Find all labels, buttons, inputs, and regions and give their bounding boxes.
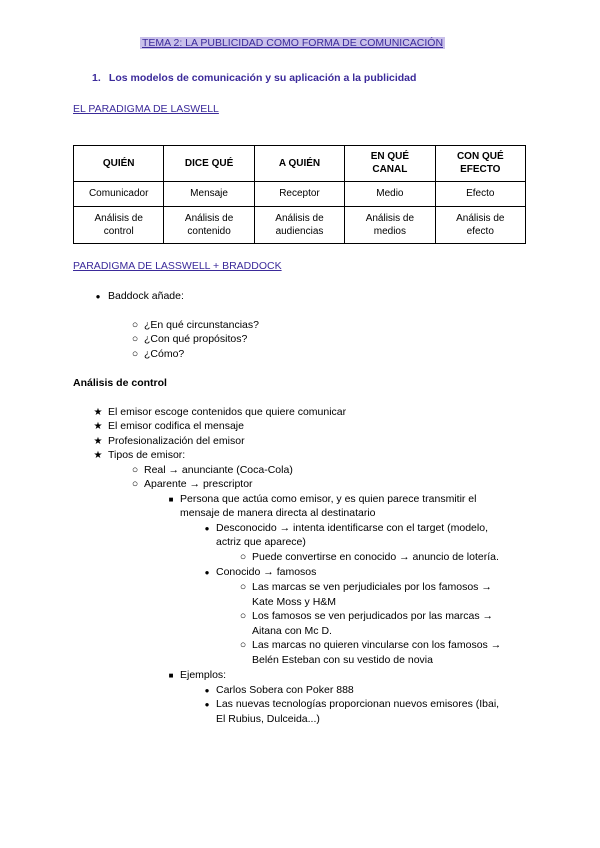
list-item-text: Puede convertirse en conocido → anuncio de lotería.	[252, 551, 499, 563]
list-item-text: Tipos de emisor:	[108, 449, 186, 461]
list-item-text: El emisor codifica el mensaje	[108, 420, 244, 432]
list-item-text: Profesionalización del emisor	[108, 435, 245, 447]
list-item	[198, 566, 316, 578]
star-icon: ★	[93, 407, 103, 418]
list-item	[234, 551, 499, 563]
table-header: CON QUÉ EFECTO	[435, 146, 525, 182]
bullet-icon: ●	[204, 700, 210, 709]
table-header: QUIÉN	[74, 146, 164, 182]
list-item	[126, 478, 253, 490]
list-item-text: Los famosos se ven perjudicados por las marcas →	[252, 610, 494, 622]
list-item	[198, 698, 499, 710]
table-header: EN QUÉ CANAL	[345, 146, 435, 182]
list-item-continuation: mensaje de manera directa al destinatario	[180, 507, 376, 519]
list-item-text: Conocido → famosos	[216, 566, 317, 578]
list-item-text: El emisor escoge contenidos que quiere comunicar	[108, 406, 347, 418]
list-item	[198, 684, 354, 696]
star-icon: ★	[93, 450, 103, 461]
list-item-text: Real → anunciante (Coca-Cola)	[144, 464, 293, 476]
table-cell: Efecto	[435, 181, 525, 207]
list-item	[234, 639, 501, 651]
list-item-continuation: Aitana con Mc D.	[252, 625, 332, 637]
list-item-continuation: Belén Esteban con su vestido de novia	[252, 654, 433, 666]
list-item-text: Baddock añade:	[108, 290, 184, 302]
control-heading: Análisis de control	[73, 377, 167, 389]
square-bullet-icon: ■	[168, 495, 174, 504]
list-item	[88, 420, 244, 432]
table-header: A QUIÉN	[254, 146, 344, 182]
list-item-continuation: El Rubius, Dulceida...)	[216, 713, 320, 725]
table-cell: Receptor	[254, 181, 344, 207]
table-cell: Análisis de audiencias	[254, 207, 344, 244]
laswell-heading: EL PARADIGMA DE LASWELL	[73, 103, 219, 115]
circle-bullet-icon: ○	[131, 464, 139, 476]
list-item-text: Las nuevas tecnologías proporcionan nuevos emisores (Ibai,	[216, 698, 500, 710]
bullet-icon: ●	[204, 524, 210, 533]
list-item-text: Las marcas se ven perjudiciales por los famosos →	[252, 581, 492, 593]
list-item-text: Ejemplos:	[180, 669, 227, 681]
table-cell: Análisis de medios	[345, 207, 435, 244]
list-item-text: Aparente → prescriptor	[144, 478, 253, 490]
section-number: 1.	[92, 72, 101, 84]
list-item	[88, 435, 245, 447]
bullet-icon: ●	[204, 568, 210, 577]
list-item	[162, 493, 476, 505]
list-item	[126, 333, 247, 345]
list-item-text: Persona que actúa como emisor, y es quien parece transmitir el	[180, 493, 477, 505]
list-item	[198, 522, 488, 534]
star-icon: ★	[93, 421, 103, 432]
square-bullet-icon: ■	[168, 671, 174, 680]
star-icon: ★	[93, 436, 103, 447]
list-item	[126, 348, 184, 360]
list-item	[126, 464, 293, 476]
list-item-text: Desconocido → intenta identificarse con el target (modelo,	[216, 522, 488, 534]
table-cell: Comunicador	[74, 181, 164, 207]
braddock-heading: PARADIGMA DE LASSWELL + BRADDOCK	[73, 260, 282, 272]
bullet-icon: ●	[204, 686, 210, 695]
circle-bullet-icon: ○	[239, 581, 247, 593]
bullet-icon: ●	[95, 292, 101, 301]
list-item-text: Las marcas no quieren vincularse con los famosos →	[252, 639, 502, 651]
list-item	[88, 290, 184, 302]
list-item	[126, 319, 259, 331]
circle-bullet-icon: ○	[239, 551, 247, 563]
circle-bullet-icon: ○	[131, 319, 139, 331]
table-cell: Análisis de contenido	[164, 207, 254, 244]
section-heading	[92, 72, 416, 84]
list-item	[88, 406, 346, 418]
list-item	[162, 669, 226, 681]
circle-bullet-icon: ○	[131, 348, 139, 360]
list-item	[234, 581, 492, 593]
document-title: TEMA 2: LA PUBLICIDAD COMO FORMA DE COMUNICACIÓN	[142, 37, 444, 49]
list-item	[88, 449, 185, 461]
circle-bullet-icon: ○	[131, 478, 139, 490]
list-item-continuation: Kate Moss y H&M	[252, 596, 337, 608]
list-item-text: Carlos Sobera con Poker 888	[216, 684, 354, 696]
section-heading-text: Los modelos de comunicación y su aplicación a la publicidad	[108, 72, 417, 84]
table-cell: Mensaje	[164, 181, 254, 207]
list-item	[234, 610, 493, 622]
table-cell: Análisis de efecto	[435, 207, 525, 244]
table-cell: Análisis de control	[74, 207, 164, 244]
circle-bullet-icon: ○	[239, 610, 247, 622]
table-cell: Medio	[345, 181, 435, 207]
list-item-text: ¿Cómo?	[144, 348, 185, 360]
laswell-table	[73, 145, 526, 244]
circle-bullet-icon: ○	[131, 333, 139, 345]
list-item-text: ¿Con qué propósitos?	[144, 333, 248, 345]
list-item-continuation: actriz que aparece)	[216, 536, 306, 548]
circle-bullet-icon: ○	[239, 639, 247, 651]
list-item-text: ¿En qué circunstancias?	[144, 319, 259, 331]
table-header: DICE QUÉ	[164, 146, 254, 182]
